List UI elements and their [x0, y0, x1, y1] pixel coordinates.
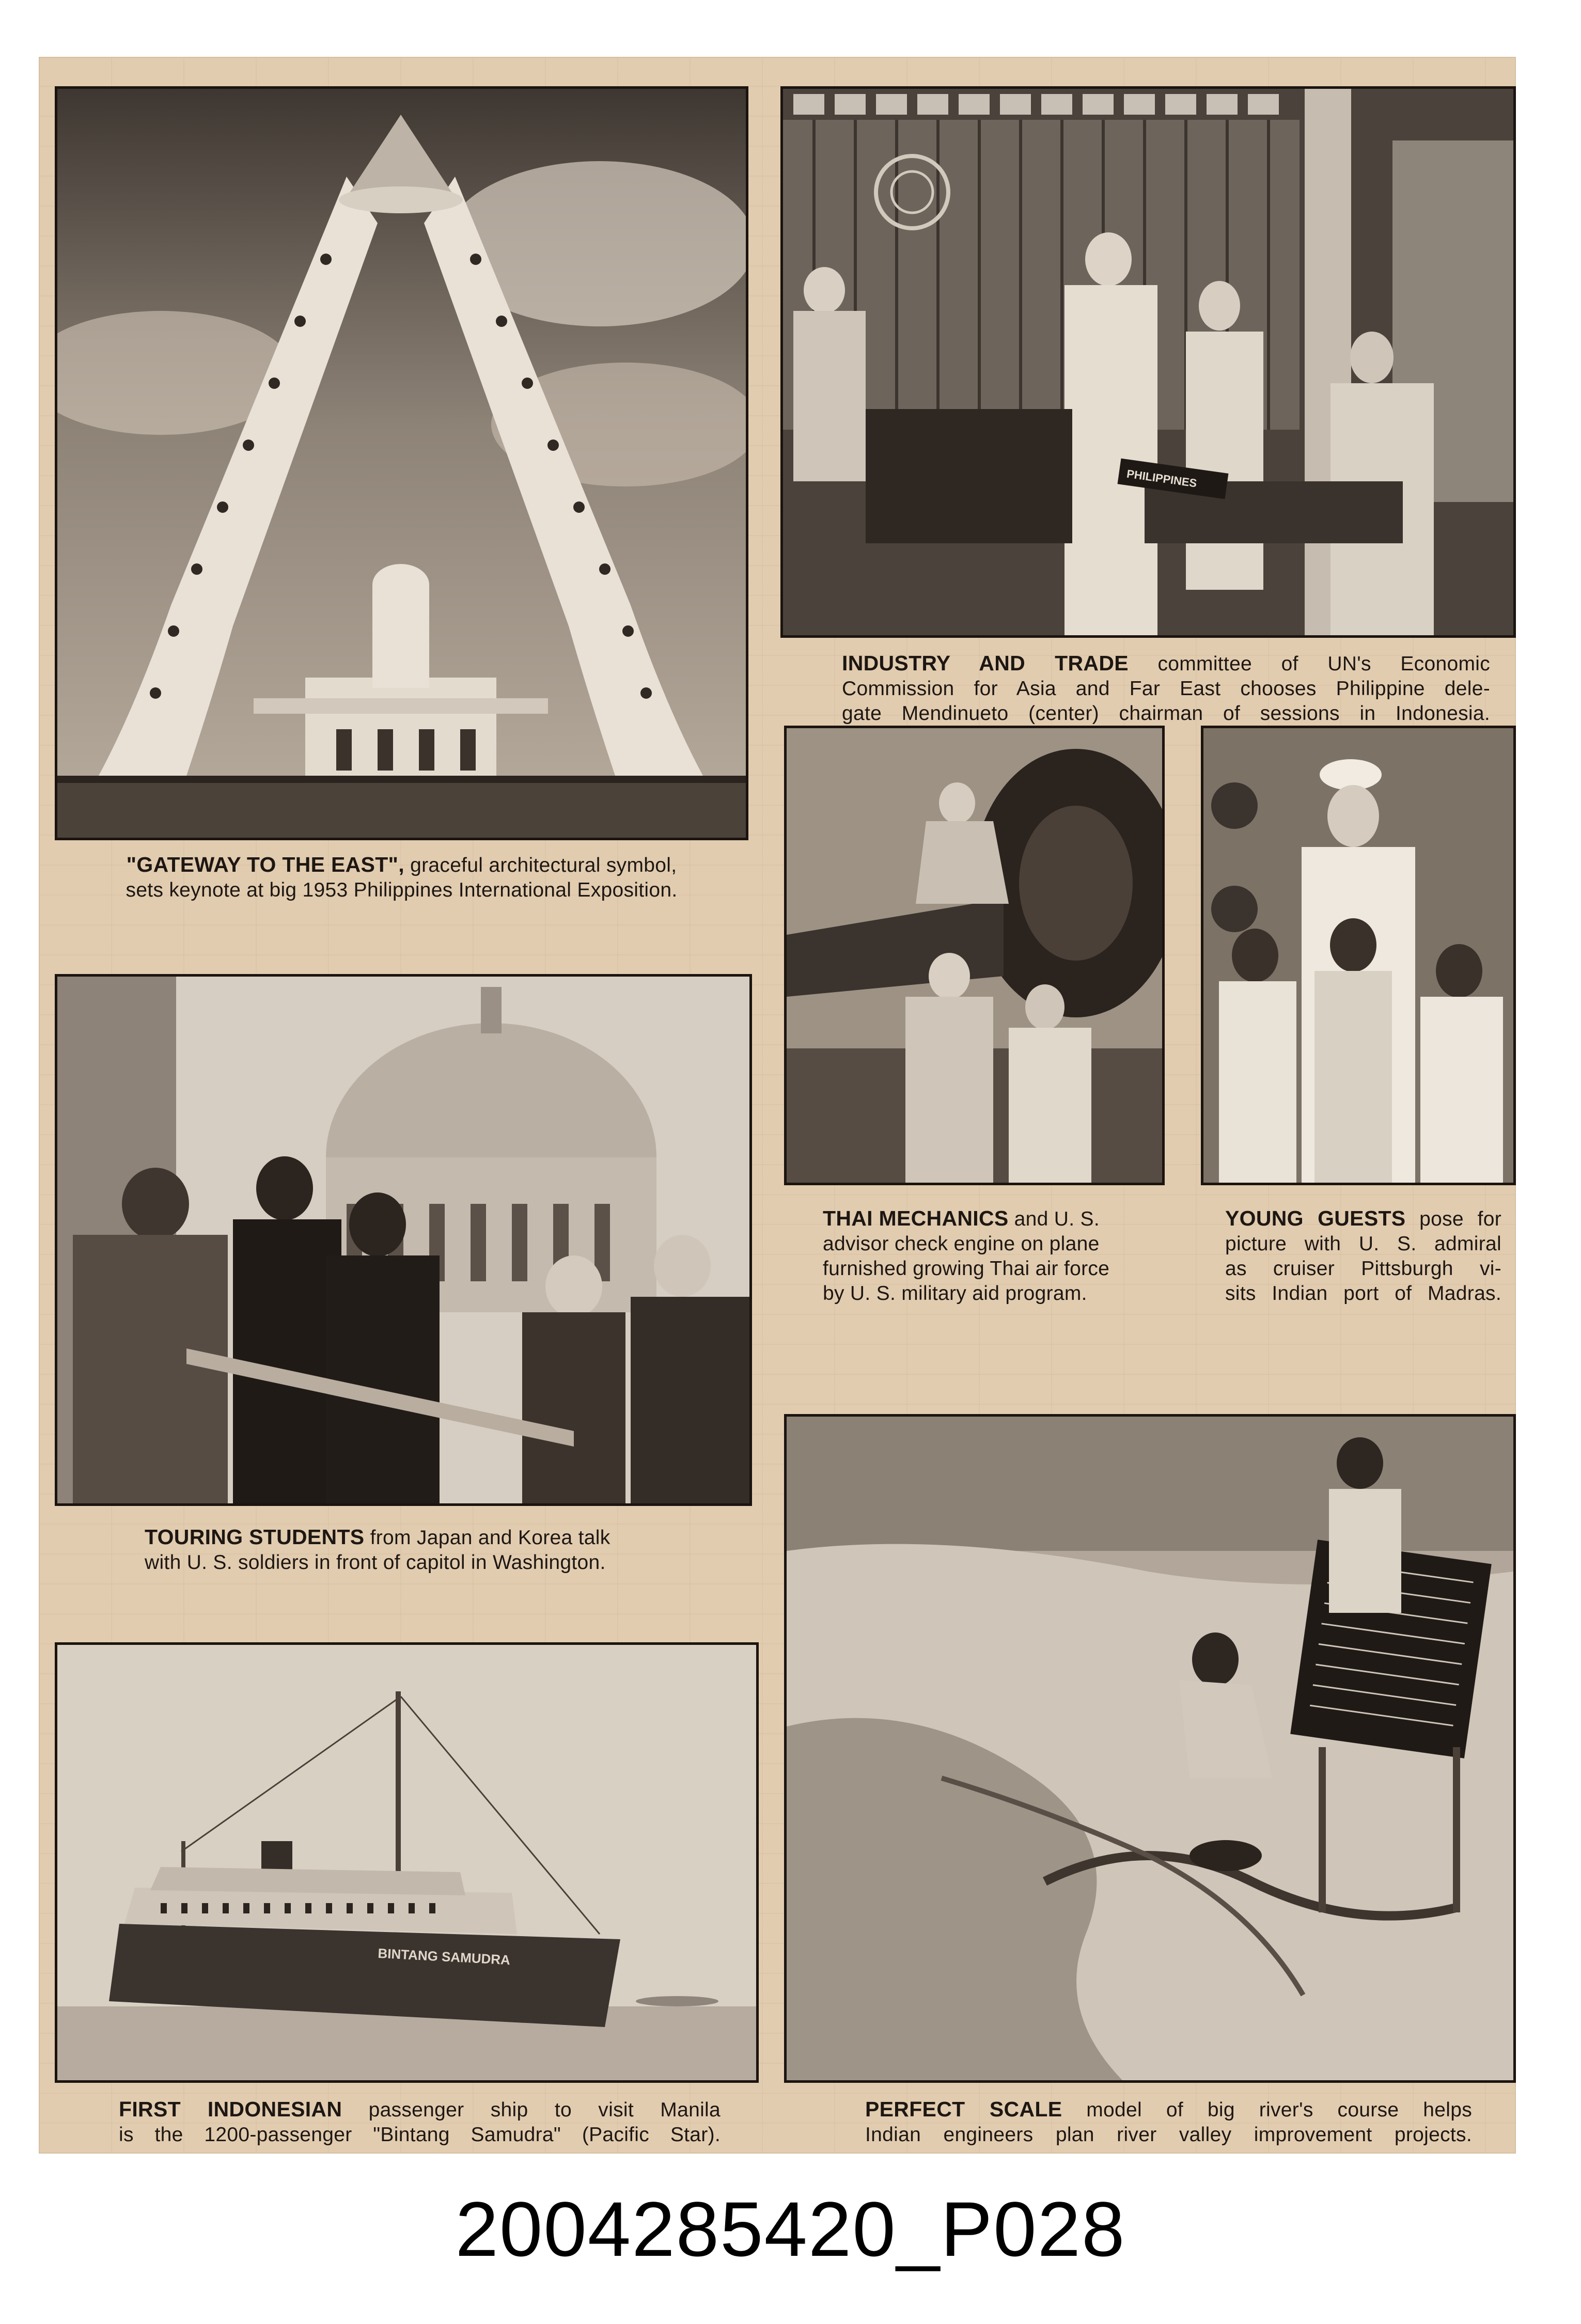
- caption-lead: INDUSTRY AND TRADE: [842, 651, 1129, 675]
- caption-gateway: [55, 852, 748, 903]
- placard-text: PHILIPPINES: [1125, 467, 1198, 490]
- caption-thai: [823, 1206, 1174, 1306]
- caption-industry: [842, 651, 1490, 726]
- caption-ship: [119, 2097, 721, 2146]
- caption-lead: TOURING STUDENTS: [145, 1525, 365, 1549]
- caption-text: sets keynote at big 1953 Philippines International Exposition.: [126, 879, 678, 901]
- caption-text: with U. S. soldiers in front of capitol in Washington.: [145, 1551, 606, 1574]
- catalog-number: 2004285420_P028: [455, 2186, 1126, 2272]
- caption-text: by U. S. military aid program.: [823, 1282, 1087, 1305]
- caption-guests: [1225, 1206, 1501, 1306]
- photo-guests: [1201, 726, 1516, 1185]
- photo-industry: [780, 86, 1516, 638]
- caption-scale: [865, 2097, 1472, 2146]
- caption-text: committee of UN's Economic: [1157, 653, 1490, 675]
- photo-thai: [784, 726, 1165, 1185]
- caption-text: Indian engineers plan river valley improvement projects.: [865, 2124, 1472, 2146]
- caption-text: sits Indian port of Madras.: [1225, 1282, 1501, 1305]
- caption-text: gate Mendinueto (center) chairman of sessions in Indonesia.: [842, 702, 1490, 725]
- caption-text: passenger ship to visit Manila: [368, 2099, 721, 2121]
- caption-text: Commission for Asia and Far East chooses Philippine dele-: [842, 678, 1490, 700]
- caption-students: [145, 1525, 723, 1575]
- caption-text: as cruiser Pittsburgh vi-: [1225, 1258, 1501, 1280]
- caption-text: and U. S.: [1014, 1208, 1100, 1230]
- caption-lead: PERFECT SCALE: [865, 2097, 1062, 2121]
- photo-gateway: [55, 86, 748, 840]
- photo-scale: [784, 1414, 1516, 2083]
- caption-text: from Japan and Korea talk: [370, 1527, 611, 1549]
- caption-text: is the 1200-passenger "Bintang Samudra" (Pacific Star).: [119, 2124, 721, 2146]
- caption-lead: YOUNG GUESTS: [1225, 1206, 1406, 1230]
- caption-text: furnished growing Thai air force: [823, 1258, 1110, 1280]
- caption-text: picture with U. S. admiral: [1225, 1233, 1501, 1255]
- photo-ship: [55, 1642, 759, 2083]
- caption-lead: "GATEWAY TO THE EAST",: [126, 853, 404, 876]
- photo-students: [55, 974, 752, 1506]
- caption-lead: FIRST INDONESIAN: [119, 2097, 342, 2121]
- hull-text: BINTANG SAMUDRA: [377, 1945, 511, 1968]
- caption-text: advisor check engine on plane: [823, 1233, 1100, 1255]
- caption-lead: THAI MECHANICS: [823, 1206, 1009, 1230]
- caption-text: model of big river's course helps: [1086, 2099, 1472, 2121]
- newspaper-clipping: [39, 57, 1516, 2154]
- caption-text: graceful architectural symbol,: [410, 854, 677, 876]
- caption-text: pose for: [1419, 1208, 1501, 1230]
